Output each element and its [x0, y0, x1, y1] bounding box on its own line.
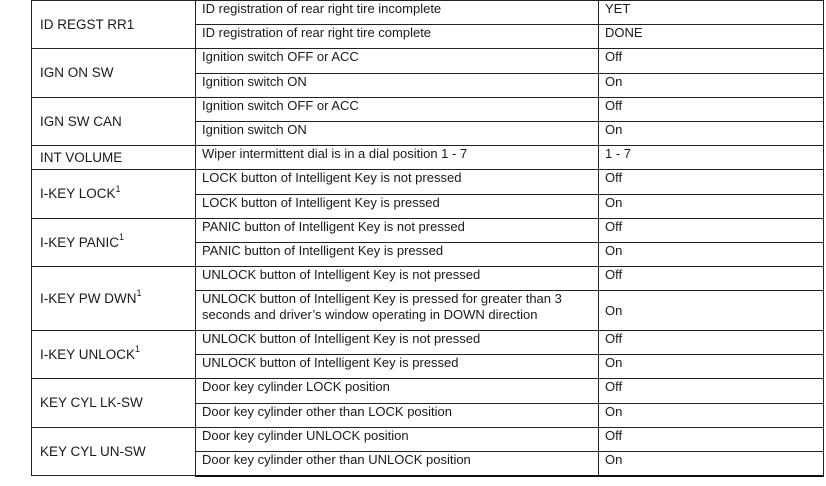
- value-cell: Off: [599, 49, 824, 74]
- value-cell: Off: [599, 98, 824, 122]
- condition-cell: Ignition switch OFF or ACC: [196, 98, 599, 122]
- monitor-item-name: [32, 267, 196, 331]
- table-row: [32, 267, 824, 291]
- condition-cell: UNLOCK button of Intelligent Key is not pressed: [196, 267, 599, 291]
- value-cell: On: [599, 452, 824, 476]
- monitor-item-name: [32, 331, 196, 379]
- condition-cell: LOCK button of Intelligent Key is not pressed: [196, 170, 599, 195]
- table-row: [32, 379, 824, 404]
- condition-cell: Door key cylinder UNLOCK position: [196, 428, 599, 452]
- table-row: [32, 146, 824, 170]
- monitor-item-name: [32, 428, 196, 476]
- value-cell: On: [599, 404, 824, 428]
- monitor-item-name: [32, 379, 196, 428]
- value-cell: Off: [599, 267, 824, 291]
- condition-cell: Ignition switch ON: [196, 122, 599, 146]
- condition-cell: ID registration of rear right tire incomplete: [196, 1, 599, 25]
- value-cell: On: [599, 243, 824, 267]
- footnote-marker: 1: [119, 232, 125, 242]
- monitor-item-label: I-KEY LOCK: [40, 186, 116, 201]
- condition-cell: ID registration of rear right tire complete: [196, 25, 599, 49]
- value-cell: On: [599, 195, 824, 219]
- monitor-item-label: KEY CYL LK-SW: [40, 395, 143, 410]
- table-row: [32, 49, 824, 74]
- monitor-item-label: KEY CYL UN-SW: [40, 443, 146, 459]
- table-row: [32, 170, 824, 195]
- condition-cell: PANIC button of Intelligent Key is pressed: [196, 243, 599, 267]
- monitor-item-name: [32, 98, 196, 146]
- table-row: [32, 1, 824, 25]
- value-cell: 1 - 7: [599, 146, 824, 170]
- table-row: [32, 428, 824, 452]
- condition-cell: UNLOCK button of Intelligent Key is pressed: [196, 355, 599, 379]
- monitor-item-name: [32, 170, 196, 219]
- monitor-item-name: [32, 219, 196, 267]
- monitor-item-label: I-KEY PANIC: [40, 234, 120, 250]
- footnote-marker: 1: [115, 183, 121, 194]
- value-cell: YET: [599, 1, 824, 25]
- value-cell: Off: [599, 170, 824, 195]
- monitor-item-label: INT VOLUME: [40, 149, 123, 165]
- condition-cell: Ignition switch OFF or ACC: [196, 49, 599, 74]
- value-cell: Off: [599, 331, 824, 355]
- value-cell: Off: [599, 219, 824, 243]
- table-row: [32, 219, 824, 243]
- value-cell: DONE: [599, 25, 824, 49]
- monitor-item-label: ID REGST RR1: [40, 16, 135, 32]
- condition-cell: Door key cylinder other than UNLOCK position: [196, 452, 599, 476]
- footnote-marker: 1: [135, 344, 141, 354]
- condition-cell: Ignition switch ON: [196, 74, 599, 98]
- monitor-item-label: I-KEY UNLOCK: [40, 346, 136, 362]
- value-cell: On: [599, 291, 824, 331]
- condition-cell: Wiper intermittent dial is in a dial position 1 - 7: [196, 146, 599, 170]
- value-cell: On: [599, 74, 824, 98]
- condition-cell: UNLOCK button of Intelligent Key is pressed for greater than 3 seconds and driver’s window operating in DOWN direction: [196, 291, 599, 331]
- table-row: [32, 98, 824, 122]
- monitor-item-label: IGN SW CAN: [40, 113, 122, 129]
- monitor-item-label: IGN ON SW: [40, 65, 114, 80]
- monitor-item-name: [32, 146, 196, 170]
- value-cell: Off: [599, 379, 824, 404]
- value-cell: On: [599, 122, 824, 146]
- condition-cell: PANIC button of Intelligent Key is not pressed: [196, 219, 599, 243]
- monitor-item-label: I-KEY PW DWN: [40, 290, 137, 306]
- value-cell: On: [599, 355, 824, 379]
- condition-cell: Door key cylinder LOCK position: [196, 379, 599, 404]
- footnote-marker: 1: [136, 288, 142, 298]
- value-cell: Off: [599, 428, 824, 452]
- table-row: [32, 331, 824, 355]
- monitor-item-table: [31, 0, 824, 477]
- condition-cell: UNLOCK button of Intelligent Key is not pressed: [196, 331, 599, 355]
- condition-cell: LOCK button of Intelligent Key is pressed: [196, 195, 599, 219]
- monitor-item-name: [32, 49, 196, 98]
- monitor-item-name: [32, 1, 196, 49]
- condition-cell: Door key cylinder other than LOCK position: [196, 404, 599, 428]
